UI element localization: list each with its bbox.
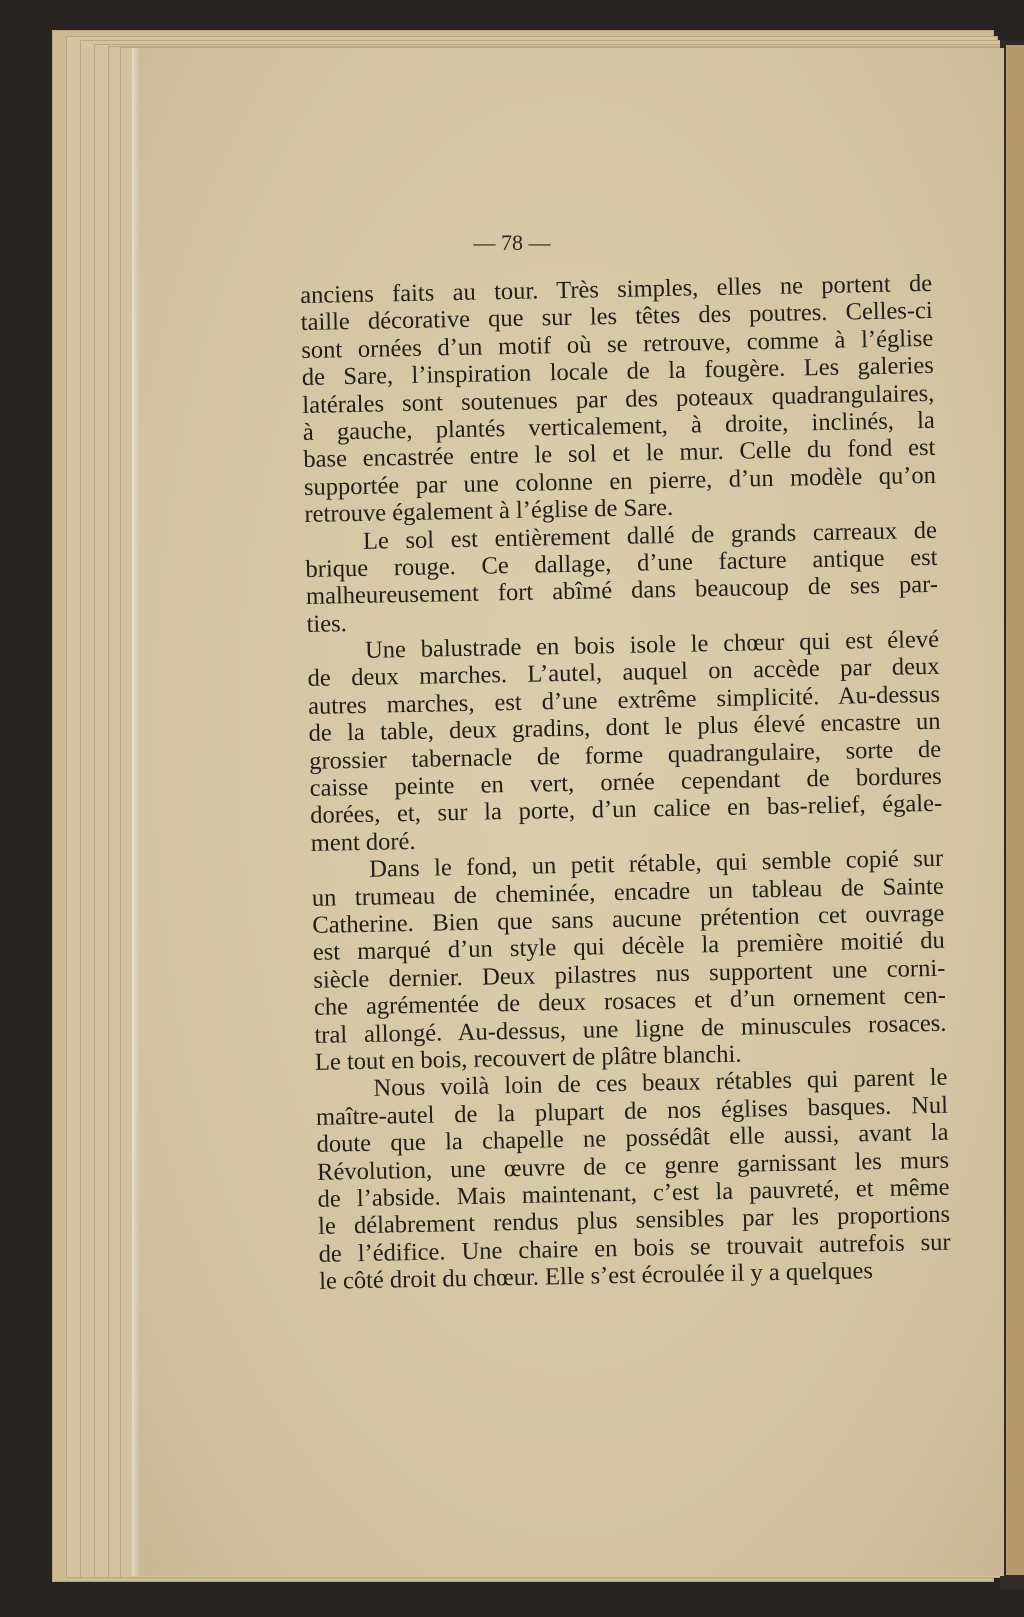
text-line: de l’édifice. Une chaire en bois se trouvait autrefois sur <box>318 1228 951 1268</box>
text-line: tral allongé. Au-dessus, une ligne de minuscules rosaces. <box>314 1009 947 1049</box>
text-line: anciens faits au tour. Très simples, elles ne portent de <box>300 269 933 309</box>
text-line: de la table, deux gradins, dont le plus élevé encastre un <box>308 708 941 748</box>
text-line: dorées, et, sur la porte, d’un calice en bas-relief, égale- <box>309 790 943 830</box>
paragraph <box>315 1064 951 1295</box>
text-line: siècle dernier. Deux pilastres nus supportent une corni- <box>313 954 946 994</box>
text-line: brique rouge. Ce dallage, d’une facture antique est <box>305 543 938 583</box>
paragraph <box>305 516 939 638</box>
text-line: de deux marches. L’autel, auquel on accède par deux <box>307 653 940 693</box>
paragraph <box>307 626 943 857</box>
text-line: Dans le fond, un petit rétable, qui semble copié sur <box>369 844 944 883</box>
text-line: est marqué d’un style qui décèle la première moitié du <box>312 927 946 967</box>
facing-page-edge <box>1006 45 1024 1575</box>
text-line: supportée par une colonne en pierre, d’un modèle qu’on <box>303 461 937 501</box>
text-line: ties. <box>306 609 347 638</box>
text-line: autres marches, est d’une extrême simplicité. Au-dessus <box>307 680 941 720</box>
text-line: grossier tabernacle de forme quadrangulaire, sorte de <box>308 735 942 775</box>
text-line: base encastrée entre le sol et le mur. Celle du fond est <box>303 434 936 474</box>
body-text <box>300 270 951 1295</box>
text-line: malheureusement fort abîmé dans beaucoup de ses par- <box>305 571 939 611</box>
text-line: maître-autel de la plupart de nos églises basques. Nul <box>315 1091 949 1131</box>
text-line: doute que la chapelle ne possédât elle aussi, avant la <box>316 1118 949 1158</box>
text-line: ment doré. <box>310 827 416 857</box>
text-line: de l’abside. Mais maintenant, c’est la pauvreté, et même <box>317 1173 950 1213</box>
text-line: Une balustrade en bois isole le chœur qui est élevé <box>364 625 940 664</box>
text-line: che agrémentée de deux rosaces et d’un ornement cen- <box>313 981 947 1022</box>
text-line: Catherine. Bien que sans aucune prétention cet ouvrage <box>312 899 945 939</box>
paragraph <box>300 270 937 529</box>
text-line: un trumeau de cheminée, encadre un tableau de Sainte <box>311 872 944 912</box>
text-line: le côté droit du chœur. Elle s’est écroulée il y a quelques <box>318 1257 874 1295</box>
text-line: Le tout en bois, recouvert de plâtre blanchi. <box>314 1040 742 1076</box>
text-line: retrouve également à l’église de Sare. <box>304 494 674 529</box>
text-line: de Sare, l’inspiration locale de la fougère. Les galeries <box>301 352 934 392</box>
text-line: le délabrement rendus plus sensibles par les proportions <box>317 1200 951 1241</box>
text-line: à gauche, plantés verticalement, à droite, inclinés, la <box>302 406 936 446</box>
page-number: — 78 — <box>473 230 551 255</box>
paragraph <box>311 845 947 1076</box>
text-line: Nous voilà loin de ces beaux rétables qui parent le <box>373 1064 948 1103</box>
text-line: caisse peinte en vert, ornée cependant de bordures <box>309 762 942 802</box>
text-line: taille décorative que sur les têtes des poutres. Celles-ci <box>300 297 933 337</box>
text-line: Le sol est entièrement dallé de grands carreaux de <box>362 516 938 555</box>
text-line: sont ornées d’un motif où se retrouve, comme à l’église <box>301 324 934 364</box>
text-line: latérales sont soutenues par des poteaux quadrangulaires, <box>302 379 935 419</box>
text-line: Révolution, une œuvre de ce genre garnissant les murs <box>316 1146 950 1186</box>
